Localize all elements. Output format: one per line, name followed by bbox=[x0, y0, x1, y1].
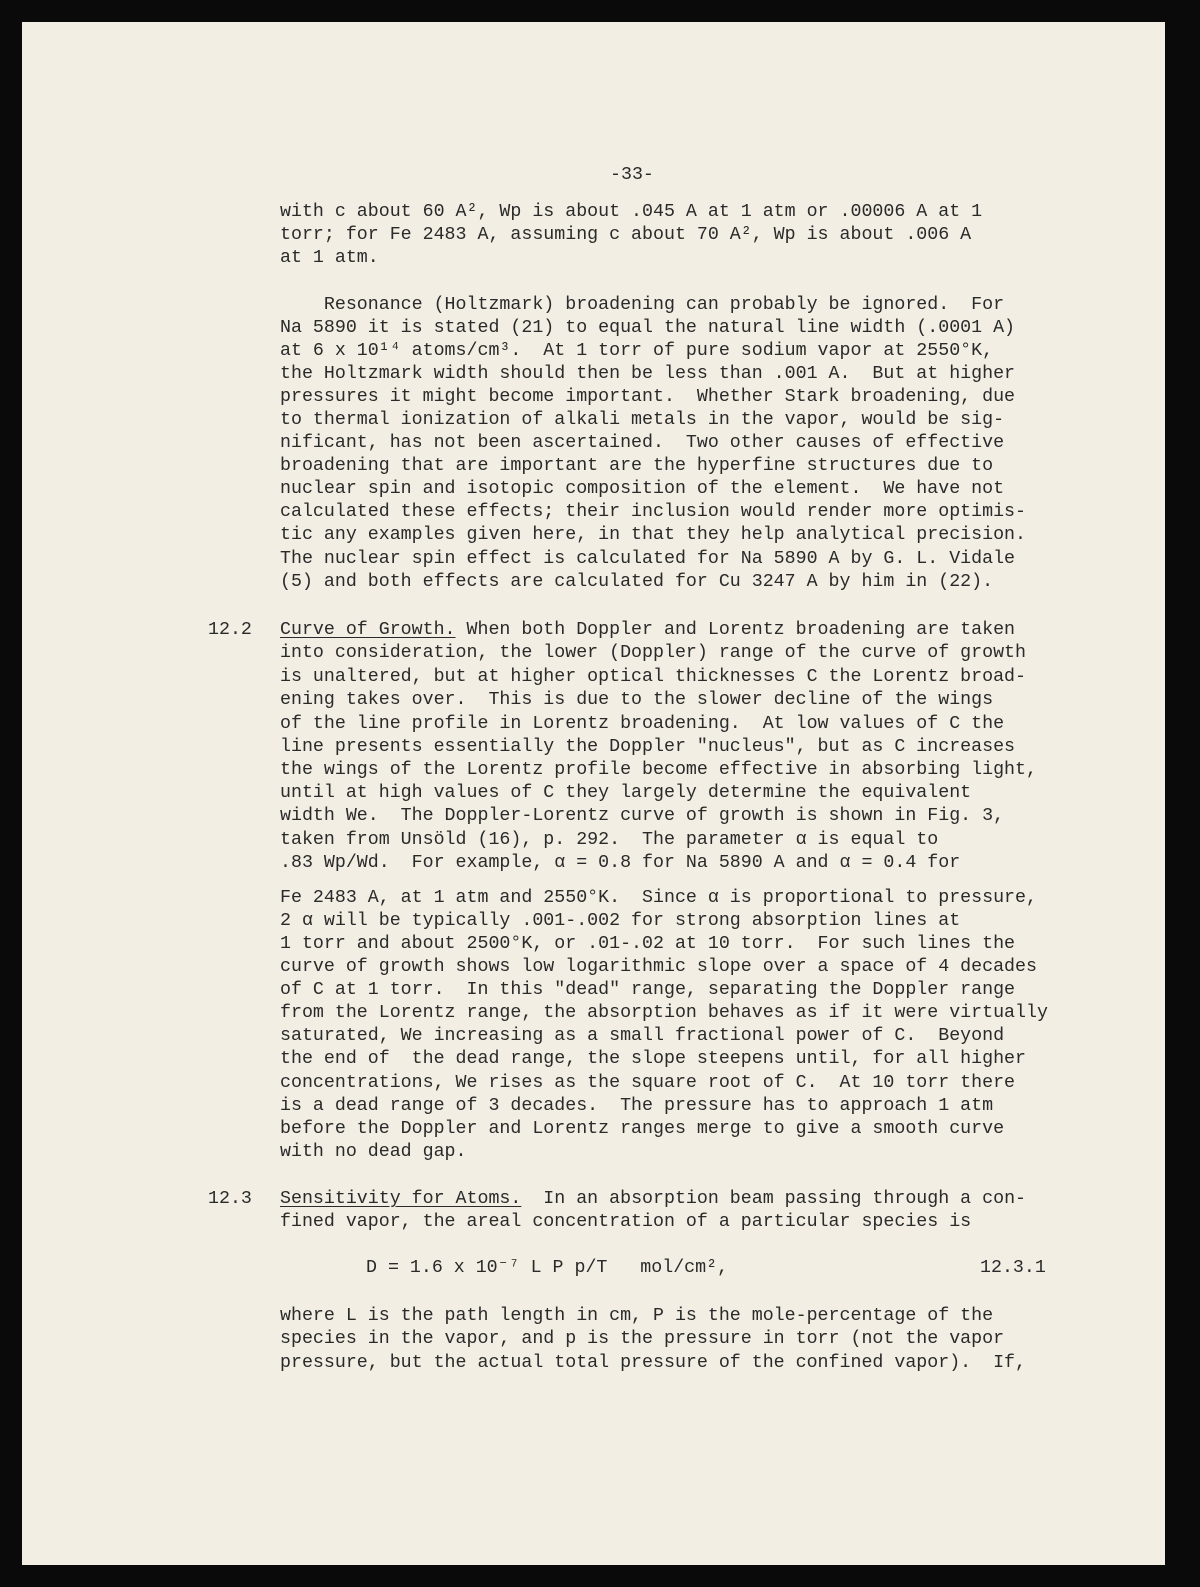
text-line: torr; for Fe 2483 A, assuming c about 70 A², Wp is about .006 A bbox=[280, 225, 972, 245]
text-line: width We. The Doppler-Lorentz curve of growth is shown in Fig. 3, bbox=[280, 806, 1005, 826]
text-line: 2 α will be typically .001-.002 for strong absorption lines at bbox=[280, 911, 961, 931]
section-heading: Curve of Growth. bbox=[280, 620, 456, 640]
text-line: curve of growth shows low logarithmic slope over a space of 4 decades bbox=[280, 957, 1037, 977]
text-line: until at high values of C they largely determine the equivalent bbox=[280, 783, 972, 803]
text-line: Curve of Growth. When both Doppler and Lorentz broadening are taken bbox=[280, 620, 1016, 640]
text-line: nuclear spin and isotopic composition of the element. We have not bbox=[280, 479, 1005, 499]
text-line: broadening that are important are the hyperfine structures due to bbox=[280, 456, 994, 476]
text-line: at 1 atm. bbox=[280, 248, 379, 268]
text-line: nificant, has not been ascertained. Two other causes of effective bbox=[280, 433, 1005, 453]
text-line: Fe 2483 A, at 1 atm and 2550°K. Since α is proportional to pressure, bbox=[280, 888, 1037, 908]
text-line: from the Lorentz range, the absorption behaves as if it were virtually bbox=[280, 1003, 1048, 1023]
section-number: 12.2 bbox=[208, 620, 252, 640]
section-number: 12.3 bbox=[208, 1189, 252, 1209]
text-line: the Holtzmark width should then be less than .001 A. But at higher bbox=[280, 364, 1016, 384]
text-line: where L is the path length in cm, P is the mole-percentage of the bbox=[280, 1306, 994, 1326]
text-line: to thermal ionization of alkali metals in the vapor, would be sig- bbox=[280, 410, 1005, 430]
text-line: calculated these effects; their inclusion would render more optimis- bbox=[280, 502, 1026, 522]
text-line: concentrations, We rises as the square root of C. At 10 torr there bbox=[280, 1073, 1016, 1093]
text-line: The nuclear spin effect is calculated for Na 5890 A by G. L. Vidale bbox=[280, 549, 1016, 569]
text-line: Na 5890 it is stated (21) to equal the natural line width (.0001 A) bbox=[280, 318, 1016, 338]
text-line: is a dead range of 3 decades. The pressure has to approach 1 atm bbox=[280, 1096, 994, 1116]
equation: D = 1.6 x 10⁻⁷ L P p/T mol/cm², bbox=[366, 1258, 729, 1278]
text-line: species in the vapor, and p is the pressure in torr (not the vapor bbox=[280, 1329, 1005, 1349]
text-line: the wings of the Lorentz profile become effective in absorbing light, bbox=[280, 760, 1037, 780]
equation-number: 12.3.1 bbox=[980, 1258, 1046, 1278]
text-line: is unaltered, but at higher optical thicknesses C the Lorentz broad- bbox=[280, 667, 1026, 687]
text-line: taken from Unsöld (16), p. 292. The parameter α is equal to bbox=[280, 830, 939, 850]
text-line: 1 torr and about 2500°K, or .01-.02 at 10 torr. For such lines the bbox=[280, 934, 1016, 954]
text-line: of the line profile in Lorentz broadening. At low values of C the bbox=[280, 714, 1005, 734]
section-heading: Sensitivity for Atoms. bbox=[280, 1189, 522, 1209]
text-line: Sensitivity for Atoms. In an absorption beam passing through a con- bbox=[280, 1189, 1027, 1209]
text-line: with c about 60 A², Wp is about .045 A at 1 atm or .00006 A at 1 bbox=[280, 202, 983, 222]
text-line: pressure, but the actual total pressure of the confined vapor). If, bbox=[280, 1353, 1026, 1373]
page-number: -33- bbox=[610, 165, 654, 185]
text-line: .83 Wp/Wd. For example, α = 0.8 for Na 5890 A and α = 0.4 for bbox=[280, 853, 961, 873]
text-line: tic any examples given here, in that they help analytical precision. bbox=[280, 525, 1026, 545]
text-line: Resonance (Holtzmark) broadening can probably be ignored. For bbox=[280, 295, 1005, 315]
text-line: before the Doppler and Lorentz ranges merge to give a smooth curve bbox=[280, 1119, 1005, 1139]
text-line: of C at 1 torr. In this "dead" range, separating the Doppler range bbox=[280, 980, 1016, 1000]
text-line: (5) and both effects are calculated for Cu 3247 A by him in (22). bbox=[280, 572, 994, 592]
text-line: saturated, We increasing as a small fractional power of C. Beyond bbox=[280, 1026, 1005, 1046]
text-line: into consideration, the lower (Doppler) range of the curve of growth bbox=[280, 643, 1026, 663]
text-line: line presents essentially the Doppler "nucleus", but as C increases bbox=[280, 737, 1016, 757]
text-line: pressures it might become important. Whether Stark broadening, due bbox=[280, 387, 1016, 407]
text-line: with no dead gap. bbox=[280, 1142, 467, 1162]
text-line: the end of the dead range, the slope steepens until, for all higher bbox=[280, 1049, 1026, 1069]
text-line: at 6 x 10¹⁴ atoms/cm³. At 1 torr of pure sodium vapor at 2550°K, bbox=[280, 341, 994, 361]
document-page bbox=[22, 22, 1165, 1565]
text-line: fined vapor, the areal concentration of a particular species is bbox=[280, 1212, 972, 1232]
text-line: ening takes over. This is due to the slower decline of the wings bbox=[280, 690, 994, 710]
